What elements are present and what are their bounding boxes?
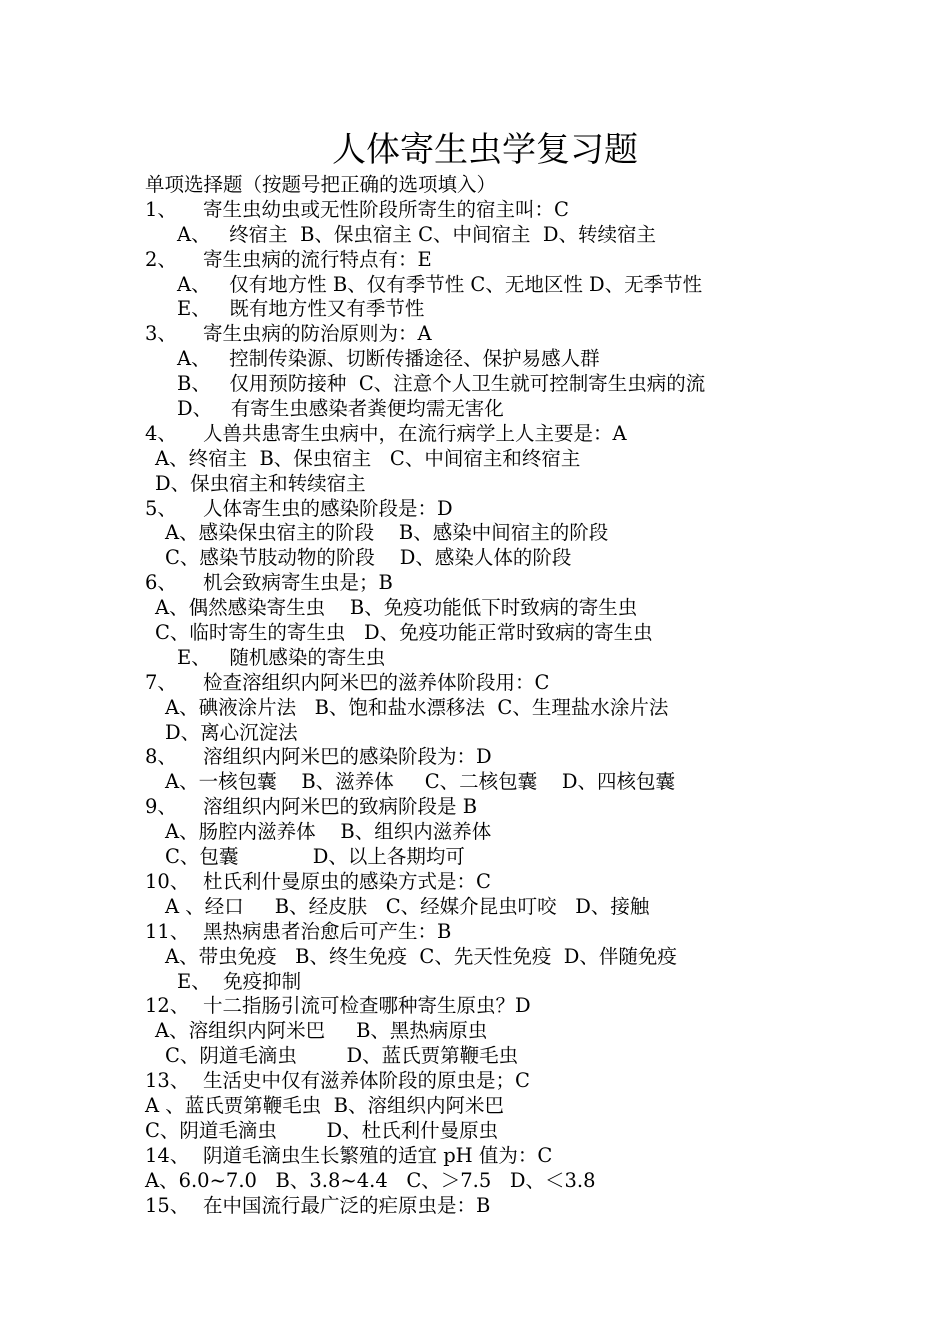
question-text: 溶组织内阿米巴的感染阶段为：D xyxy=(203,745,492,769)
option-line: A、感染保虫宿主的阶段 B、感染中间宿主的阶段 xyxy=(165,521,609,545)
section-heading: 单项选择题（按题号把正确的选项填入） xyxy=(145,173,497,196)
question-number: 14、 xyxy=(145,1143,190,1167)
question-number: 7、 xyxy=(145,670,177,694)
option-line: C、感染节肢动物的阶段 D、感染人体的阶段 xyxy=(165,546,572,570)
question-number: 11、 xyxy=(145,919,190,943)
option-line: A、溶组织内阿米巴 B、黑热病原虫 xyxy=(155,1019,488,1043)
question-number: 6、 xyxy=(145,571,177,595)
question-number: 8、 xyxy=(145,745,177,769)
question-text: 寄生虫病的流行特点有：E xyxy=(203,247,432,271)
question-number: 3、 xyxy=(145,322,177,346)
question-9 xyxy=(145,795,925,820)
question-number: 13、 xyxy=(145,1069,190,1093)
option-line: A、 仅有地方性 B、仅有季节性 C、无地区性 D、无季节性 xyxy=(177,272,703,296)
question-text: 人体寄生虫的感染阶段是：D xyxy=(203,496,453,520)
option-line: A、6.0~7.0 B、3.8~4.4 C、＞7.5 D、＜3.8 xyxy=(145,1168,596,1192)
option-line: A、碘液涂片法 B、饱和盐水漂移法 C、生理盐水涂片法 xyxy=(165,695,669,719)
question-1 xyxy=(145,198,925,223)
question-text: 十二指肠引流可检查哪种寄生原虫？D xyxy=(203,994,531,1018)
option-line: E、 既有地方性又有季节性 xyxy=(177,297,425,321)
question-10 xyxy=(145,870,925,895)
option-line: C、包囊 D、以上各期均可 xyxy=(165,845,465,869)
option-line: A 、蓝氏贾第鞭毛虫 B、溶组织内阿米巴 xyxy=(145,1093,505,1117)
question-text: 寄生虫病的防治原则为：A xyxy=(203,322,432,346)
question-text: 机会致病寄生虫是；B xyxy=(203,571,393,595)
option-line: C、阴道毛滴虫 D、杜氏利什曼原虫 xyxy=(145,1118,499,1142)
question-text: 溶组织内阿米巴的致病阶段是 B xyxy=(203,795,478,819)
question-text: 生活史中仅有滋养体阶段的原虫是；C xyxy=(203,1069,530,1093)
question-number: 15、 xyxy=(145,1193,190,1217)
option-line: C、临时寄生的寄生虫 D、免疫功能正常时致病的寄生虫 xyxy=(155,621,653,645)
document-title: 人体寄生虫学复习题 xyxy=(332,130,638,170)
question-number: 12、 xyxy=(145,994,190,1018)
question-15 xyxy=(145,1194,925,1219)
question-number: 2、 xyxy=(145,247,177,271)
option-line: E、 免疫抑制 xyxy=(177,969,302,993)
option-line: C、阴道毛滴虫 D、蓝氏贾第鞭毛虫 xyxy=(165,1044,519,1068)
question-13 xyxy=(145,1069,925,1094)
question-12 xyxy=(145,994,925,1019)
question-text: 检查溶组织内阿米巴的滋养体阶段用：C xyxy=(203,670,550,694)
question-number: 9、 xyxy=(145,795,177,819)
question-3 xyxy=(145,322,925,347)
question-number: 5、 xyxy=(145,496,177,520)
question-8 xyxy=(145,745,925,770)
question-text: 杜氏利什曼原虫的感染方式是：C xyxy=(203,869,491,893)
question-text: 阴道毛滴虫生长繁殖的适宜 pH 值为：C xyxy=(203,1143,553,1167)
question-text: 在中国流行最广泛的疟原虫是：B xyxy=(203,1193,491,1217)
question-number: 4、 xyxy=(145,421,177,445)
question-4 xyxy=(145,422,925,447)
question-7 xyxy=(145,671,925,696)
option-line: A、肠腔内滋养体 B、组织内滋养体 xyxy=(165,820,492,844)
question-2 xyxy=(145,248,925,273)
option-line: E、 随机感染的寄生虫 xyxy=(177,645,386,669)
question-text: 寄生虫幼虫或无性阶段所寄生的宿主叫：C xyxy=(203,197,569,221)
question-11 xyxy=(145,920,925,945)
option-line: A 、经口 B、经皮肤 C、经媒介昆虫叮咬 D、接触 xyxy=(165,894,650,918)
option-line: D、离心沉淀法 xyxy=(165,720,298,744)
option-line: A、终宿主 B、保虫宿主 C、中间宿主和终宿主 xyxy=(155,446,581,470)
option-line: A、偶然感染寄生虫 B、免疫功能低下时致病的寄生虫 xyxy=(155,596,638,620)
question-text: 黑热病患者治愈后可产生：B xyxy=(203,919,452,943)
option-line: A、带虫免疫 B、终生免疫 C、先天性免疫 D、伴随免疫 xyxy=(165,944,677,968)
option-line: D、 有寄生虫感染者粪便均需无害化 xyxy=(177,397,504,421)
option-line: A、 控制传染源、切断传播途径、保护易感人群 xyxy=(177,347,600,371)
option-line: A、 终宿主 B、保虫宿主 C、中间宿主 D、转续宿主 xyxy=(177,222,657,246)
question-14 xyxy=(145,1144,925,1169)
option-line: D、保虫宿主和转续宿主 xyxy=(155,471,366,495)
question-number: 10、 xyxy=(145,869,190,893)
question-text: 人兽共患寄生虫病中，在流行病学上人主要是：A xyxy=(203,421,627,445)
question-6 xyxy=(145,571,925,596)
option-line: A、一核包囊 B、滋养体 C、二核包囊 D、四核包囊 xyxy=(165,770,676,794)
option-line: B、 仅用预防接种 C、注意个人卫生就可控制寄生虫病的流 xyxy=(177,372,706,396)
question-5 xyxy=(145,497,925,522)
document-body xyxy=(145,173,925,1218)
question-number: 1、 xyxy=(145,197,177,221)
